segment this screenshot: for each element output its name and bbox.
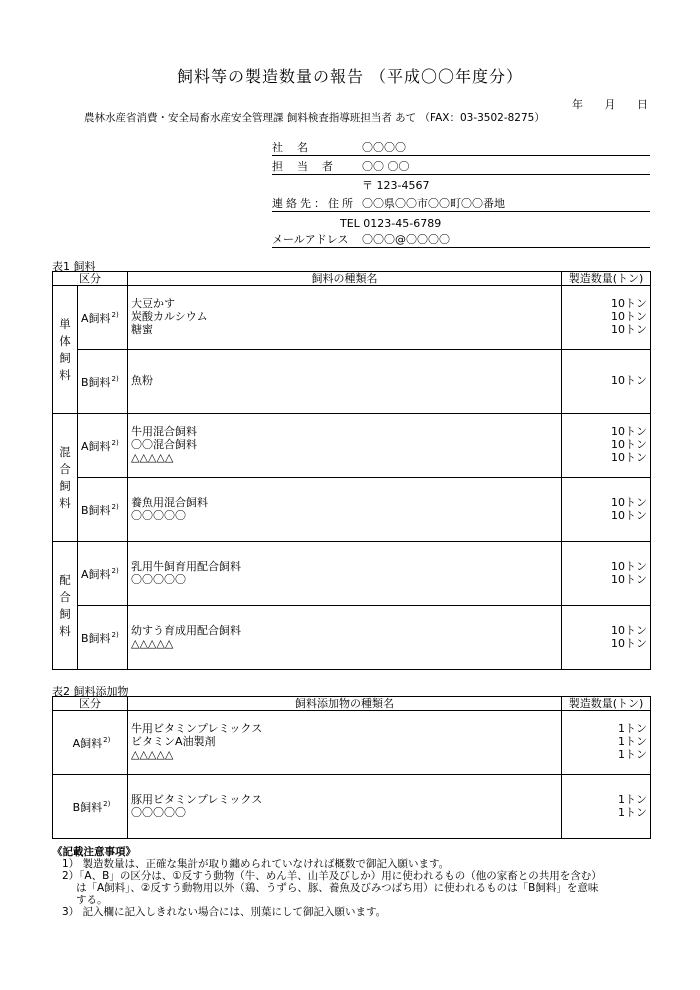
feed-group-label <box>53 286 78 414</box>
note-3: 3） 記入欄に記入しきれない場合には、別葉にして御記入願います。 <box>62 906 387 918</box>
notes-section <box>52 846 652 918</box>
tel-row <box>272 212 650 230</box>
production-amount-cell[interactable] <box>562 350 651 414</box>
production-amount: 10トン <box>611 559 647 573</box>
feed-class-text: B飼料 <box>72 800 103 814</box>
footnote-marker: 2) <box>111 566 119 575</box>
applicant-info <box>272 138 650 248</box>
table-row <box>53 286 651 350</box>
feed-type-name: 魚粉 <box>131 374 153 388</box>
email-label: メールアドレス <box>272 233 349 247</box>
feed-type-name: △△△△△ <box>131 450 174 464</box>
production-amount: 10トン <box>611 508 647 522</box>
additive-type-name: ビタミンA油製剤 <box>131 735 216 749</box>
date-day: 日 <box>637 98 648 111</box>
date-year: 年 <box>572 98 583 111</box>
notes-heading: 《記載注意事項》 <box>52 846 136 858</box>
table-row <box>53 711 651 775</box>
feed-class-label <box>53 775 128 839</box>
footnote-marker: 2) <box>111 630 119 639</box>
feed-class-text: A飼料 <box>72 736 103 750</box>
production-amount: 10トン <box>611 425 647 439</box>
footnote-marker: 2) <box>111 374 119 383</box>
feed-class-text: B飼料 <box>81 631 111 645</box>
production-amount: 1トン <box>618 805 647 819</box>
feed-group-text: 配合飼料 <box>59 572 71 638</box>
feed-class-label <box>78 286 128 350</box>
additive-type-name: 豚用ビタミンプレミックス <box>131 792 263 806</box>
addressee-line: 農林水産省消費・安全局畜水産安全管理課 飼料検査指導班担当者 あて （FAX：03-3502-8275） <box>84 112 545 124</box>
feed-type-name-cell[interactable] <box>128 350 562 414</box>
feed-type-name-cell[interactable] <box>128 414 562 478</box>
feed-table <box>52 271 651 670</box>
feed-type-name: 〇〇〇〇〇 <box>131 508 186 522</box>
table-row <box>53 414 651 478</box>
feed-class-text: B飼料 <box>81 503 111 517</box>
feed-type-name: △△△△△ <box>131 636 174 650</box>
person-label: 担当者 <box>272 159 347 173</box>
feed-type-name: 養魚用混合飼料 <box>131 495 208 509</box>
feed-class-text: A飼料 <box>81 439 111 453</box>
production-amount: 10トン <box>611 322 647 336</box>
feed-type-name: 牛用混合飼料 <box>131 425 197 439</box>
date-line <box>554 96 648 112</box>
company-field[interactable]: 〇〇〇〇 <box>362 141 406 155</box>
table2-header-amount: 製造数量(トン) <box>562 697 651 711</box>
production-amount: 10トン <box>611 450 647 464</box>
additive-type-name-cell[interactable] <box>128 775 562 839</box>
table-row <box>53 350 651 414</box>
production-amount: 10トン <box>611 374 647 388</box>
production-amount-cell[interactable] <box>562 286 651 350</box>
feed-group-label <box>53 414 78 542</box>
table2-header-types: 飼料添加物の種類名 <box>128 697 562 711</box>
feed-type-name-cell[interactable] <box>128 286 562 350</box>
production-amount: 1トン <box>618 792 647 806</box>
production-amount: 10トン <box>611 310 647 324</box>
feed-class-label <box>78 350 128 414</box>
production-amount-cell[interactable] <box>562 478 651 542</box>
note-2-cont: は「A飼料」、②反すう動物用以外（鶏、うずら、豚、養魚及びみつばち用）に使われるものは「B飼料」を意味 <box>76 882 599 894</box>
tel-field[interactable]: TEL 0123-45-6789 <box>340 216 442 230</box>
production-amount-cell[interactable] <box>562 775 651 839</box>
additive-type-name-cell[interactable] <box>128 711 562 775</box>
note-1: 1） 製造数量は、正確な集計が取り纏められていなければ概数で御記入願います。 <box>62 858 450 870</box>
feed-group-label <box>53 542 78 670</box>
feed-type-name-cell[interactable] <box>128 478 562 542</box>
footnote-marker: 2) <box>103 799 111 808</box>
feed-type-name: 糖蜜 <box>131 322 153 336</box>
feed-type-name: 幼すう育成用配合飼料 <box>131 623 241 637</box>
production-amount-cell[interactable] <box>562 606 651 670</box>
table1-caption: 表1 飼料 <box>52 260 96 273</box>
postal-field[interactable]: 〒 123-4567 <box>362 179 430 193</box>
postal-row <box>272 175 650 193</box>
feed-class-text: A飼料 <box>81 567 111 581</box>
production-amount: 10トン <box>611 297 647 311</box>
feed-class-label <box>78 542 128 606</box>
feed-class-label <box>53 711 128 775</box>
production-amount: 10トン <box>611 438 647 452</box>
feed-class-text: A飼料 <box>81 311 111 325</box>
note-2: 2）「A、B」の区分は、①反すう動物（牛、めん羊、山羊及びしか）用に使われるもの（他の家畜との共用を含む） <box>62 870 602 882</box>
date-month: 月 <box>604 98 616 111</box>
feed-type-name: 大豆かす <box>131 297 175 311</box>
address-row <box>272 193 650 211</box>
feed-group-text: 混合飼料 <box>59 444 71 510</box>
production-amount: 1トン <box>618 722 647 736</box>
production-amount: 10トン <box>611 495 647 509</box>
additive-type-name: △△△△△ <box>131 747 174 761</box>
production-amount-cell[interactable] <box>562 414 651 478</box>
additive-type-name: 〇〇〇〇〇 <box>131 805 186 819</box>
table2-header-category: 区分 <box>53 697 128 711</box>
feed-class-label <box>78 414 128 478</box>
production-amount-cell[interactable] <box>562 711 651 775</box>
production-amount: 10トン <box>611 572 647 586</box>
table-row <box>53 775 651 839</box>
table1-header-amount: 製造数量(トン) <box>562 272 651 286</box>
footnote-marker: 2) <box>111 502 119 511</box>
production-amount: 10トン <box>611 623 647 637</box>
email-field[interactable]: 〇〇〇@〇〇〇〇 <box>362 233 450 247</box>
feed-class-text: B飼料 <box>81 375 111 389</box>
feed-group-text: 単体飼料 <box>59 316 71 382</box>
feed-class-label <box>78 606 128 670</box>
page-title: 飼料等の製造数量の報告 （平成〇〇年度分） <box>176 67 524 86</box>
feed-class-label <box>78 478 128 542</box>
feed-type-name-cell[interactable] <box>128 542 562 606</box>
table-row <box>53 606 651 670</box>
company-row <box>272 138 650 156</box>
production-amount: 10トン <box>611 636 647 650</box>
person-row <box>272 156 650 174</box>
additive-table <box>52 696 651 839</box>
production-amount-cell[interactable] <box>562 542 651 606</box>
table2-caption: 表2 飼料添加物 <box>52 685 129 698</box>
note-2-end: する。 <box>76 894 108 906</box>
feed-type-name-cell[interactable] <box>128 606 562 670</box>
company-label: 社名 <box>272 141 322 155</box>
table1-header-types: 飼料の種類名 <box>128 272 562 286</box>
table-row <box>53 542 651 606</box>
person-field[interactable]: 〇〇 〇〇 <box>362 159 410 173</box>
additive-type-name: 牛用ビタミンプレミックス <box>131 722 263 736</box>
feed-type-name: 〇〇〇〇〇 <box>131 572 186 586</box>
table1-header-category: 区分 <box>53 272 128 286</box>
footnote-marker: 2) <box>111 438 119 447</box>
email-row <box>272 230 650 248</box>
address-field[interactable]: 〇〇県〇〇市〇〇町〇〇番地 <box>362 196 505 210</box>
production-amount: 1トン <box>618 735 647 749</box>
feed-type-name: 炭酸カルシウム <box>131 310 208 324</box>
footnote-marker: 2) <box>111 310 119 319</box>
production-amount: 1トン <box>618 747 647 761</box>
feed-type-name: 〇〇混合飼料 <box>131 438 197 452</box>
feed-type-name: 乳用牛飼育用配合飼料 <box>131 559 241 573</box>
address-label: 連絡先：住所 <box>272 196 356 210</box>
footnote-marker: 2) <box>103 735 111 744</box>
table-row <box>53 478 651 542</box>
